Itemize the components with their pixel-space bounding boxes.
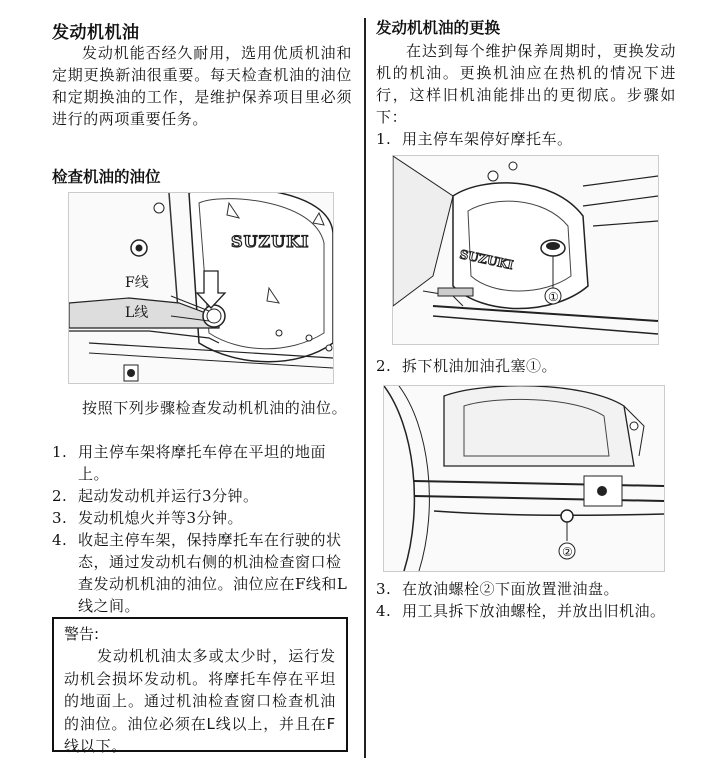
callout-2: ② bbox=[562, 545, 573, 559]
column-divider bbox=[364, 18, 366, 758]
brand-logo-2: SUZUKI bbox=[458, 247, 515, 273]
oil-change-step1 bbox=[376, 128, 676, 150]
list-item: 2. 拆下机油加油孔塞①。 bbox=[376, 357, 558, 375]
filler-cap-figure bbox=[392, 155, 659, 345]
engine-drain-illustration bbox=[384, 386, 664, 571]
engine-filler-illustration bbox=[393, 156, 658, 344]
check-steps-list bbox=[52, 441, 352, 617]
list-item: 4. 用工具拆下放油螺栓，并放出旧机油。 bbox=[376, 602, 666, 620]
oil-change-intro: 在达到每个维护保养周期时，更换发动机的机油。更换机油应在热机的情况下进行，这样旧机油能排出的更彻底。步骤如下： bbox=[376, 42, 676, 126]
section-title: 检查机油的油位 bbox=[52, 168, 161, 186]
list-item: 3. 发动机熄火并等3分钟。 bbox=[52, 509, 244, 527]
label-f-line: F线 bbox=[125, 275, 149, 291]
drain-bolt-figure bbox=[383, 385, 665, 572]
callout-1: ① bbox=[548, 290, 559, 304]
list-item: 3. 在放油螺栓②下面放置泄油盘。 bbox=[376, 580, 620, 598]
oil-change-steps-3-4 bbox=[376, 578, 676, 622]
label-l-line: L线 bbox=[125, 305, 149, 321]
list-item: 1. 用主停车架将摩托车停在平坦的地面上。 bbox=[52, 443, 327, 483]
warning-text: 发动机机油太多或太少时，运行发动机会损坏发动机。将摩托车停在平坦的地面上。通过机油检查窗口检查机油的油位。油位必须在L线以上，并且在F线以下。 bbox=[64, 647, 336, 755]
steps-intro: 按照下列步骤检查发动机机油的油位。 bbox=[82, 399, 348, 417]
warning-box bbox=[52, 617, 348, 755]
list-item: 4. 收起主停车架，保持摩托车在行驶的状态，通过发动机右侧的机油检查窗口检查发动机机油的油位。油位应在F线和L线之间。 bbox=[52, 531, 348, 615]
list-item: 1. 用主停车架停好摩托车。 bbox=[376, 130, 573, 148]
oil-level-figure bbox=[68, 192, 334, 384]
intro-paragraph: 发动机能否经久耐用，选用优质机油和定期更换新油很重要。每天检查机油的油位和定期换油的工作，是维护保养项目里必须进行的两项重要任务。 bbox=[52, 44, 352, 128]
oil-change-step2 bbox=[376, 355, 676, 377]
section-title-oil-change: 发动机机油的更换 bbox=[376, 19, 501, 37]
warning-title: 警告: bbox=[64, 625, 100, 643]
page-title: 发动机机油 bbox=[52, 23, 140, 43]
brand-logo: SUZUKI bbox=[231, 232, 310, 251]
engine-illustration bbox=[69, 193, 333, 383]
list-item: 2. 起动发动机并运行3分钟。 bbox=[52, 487, 259, 505]
